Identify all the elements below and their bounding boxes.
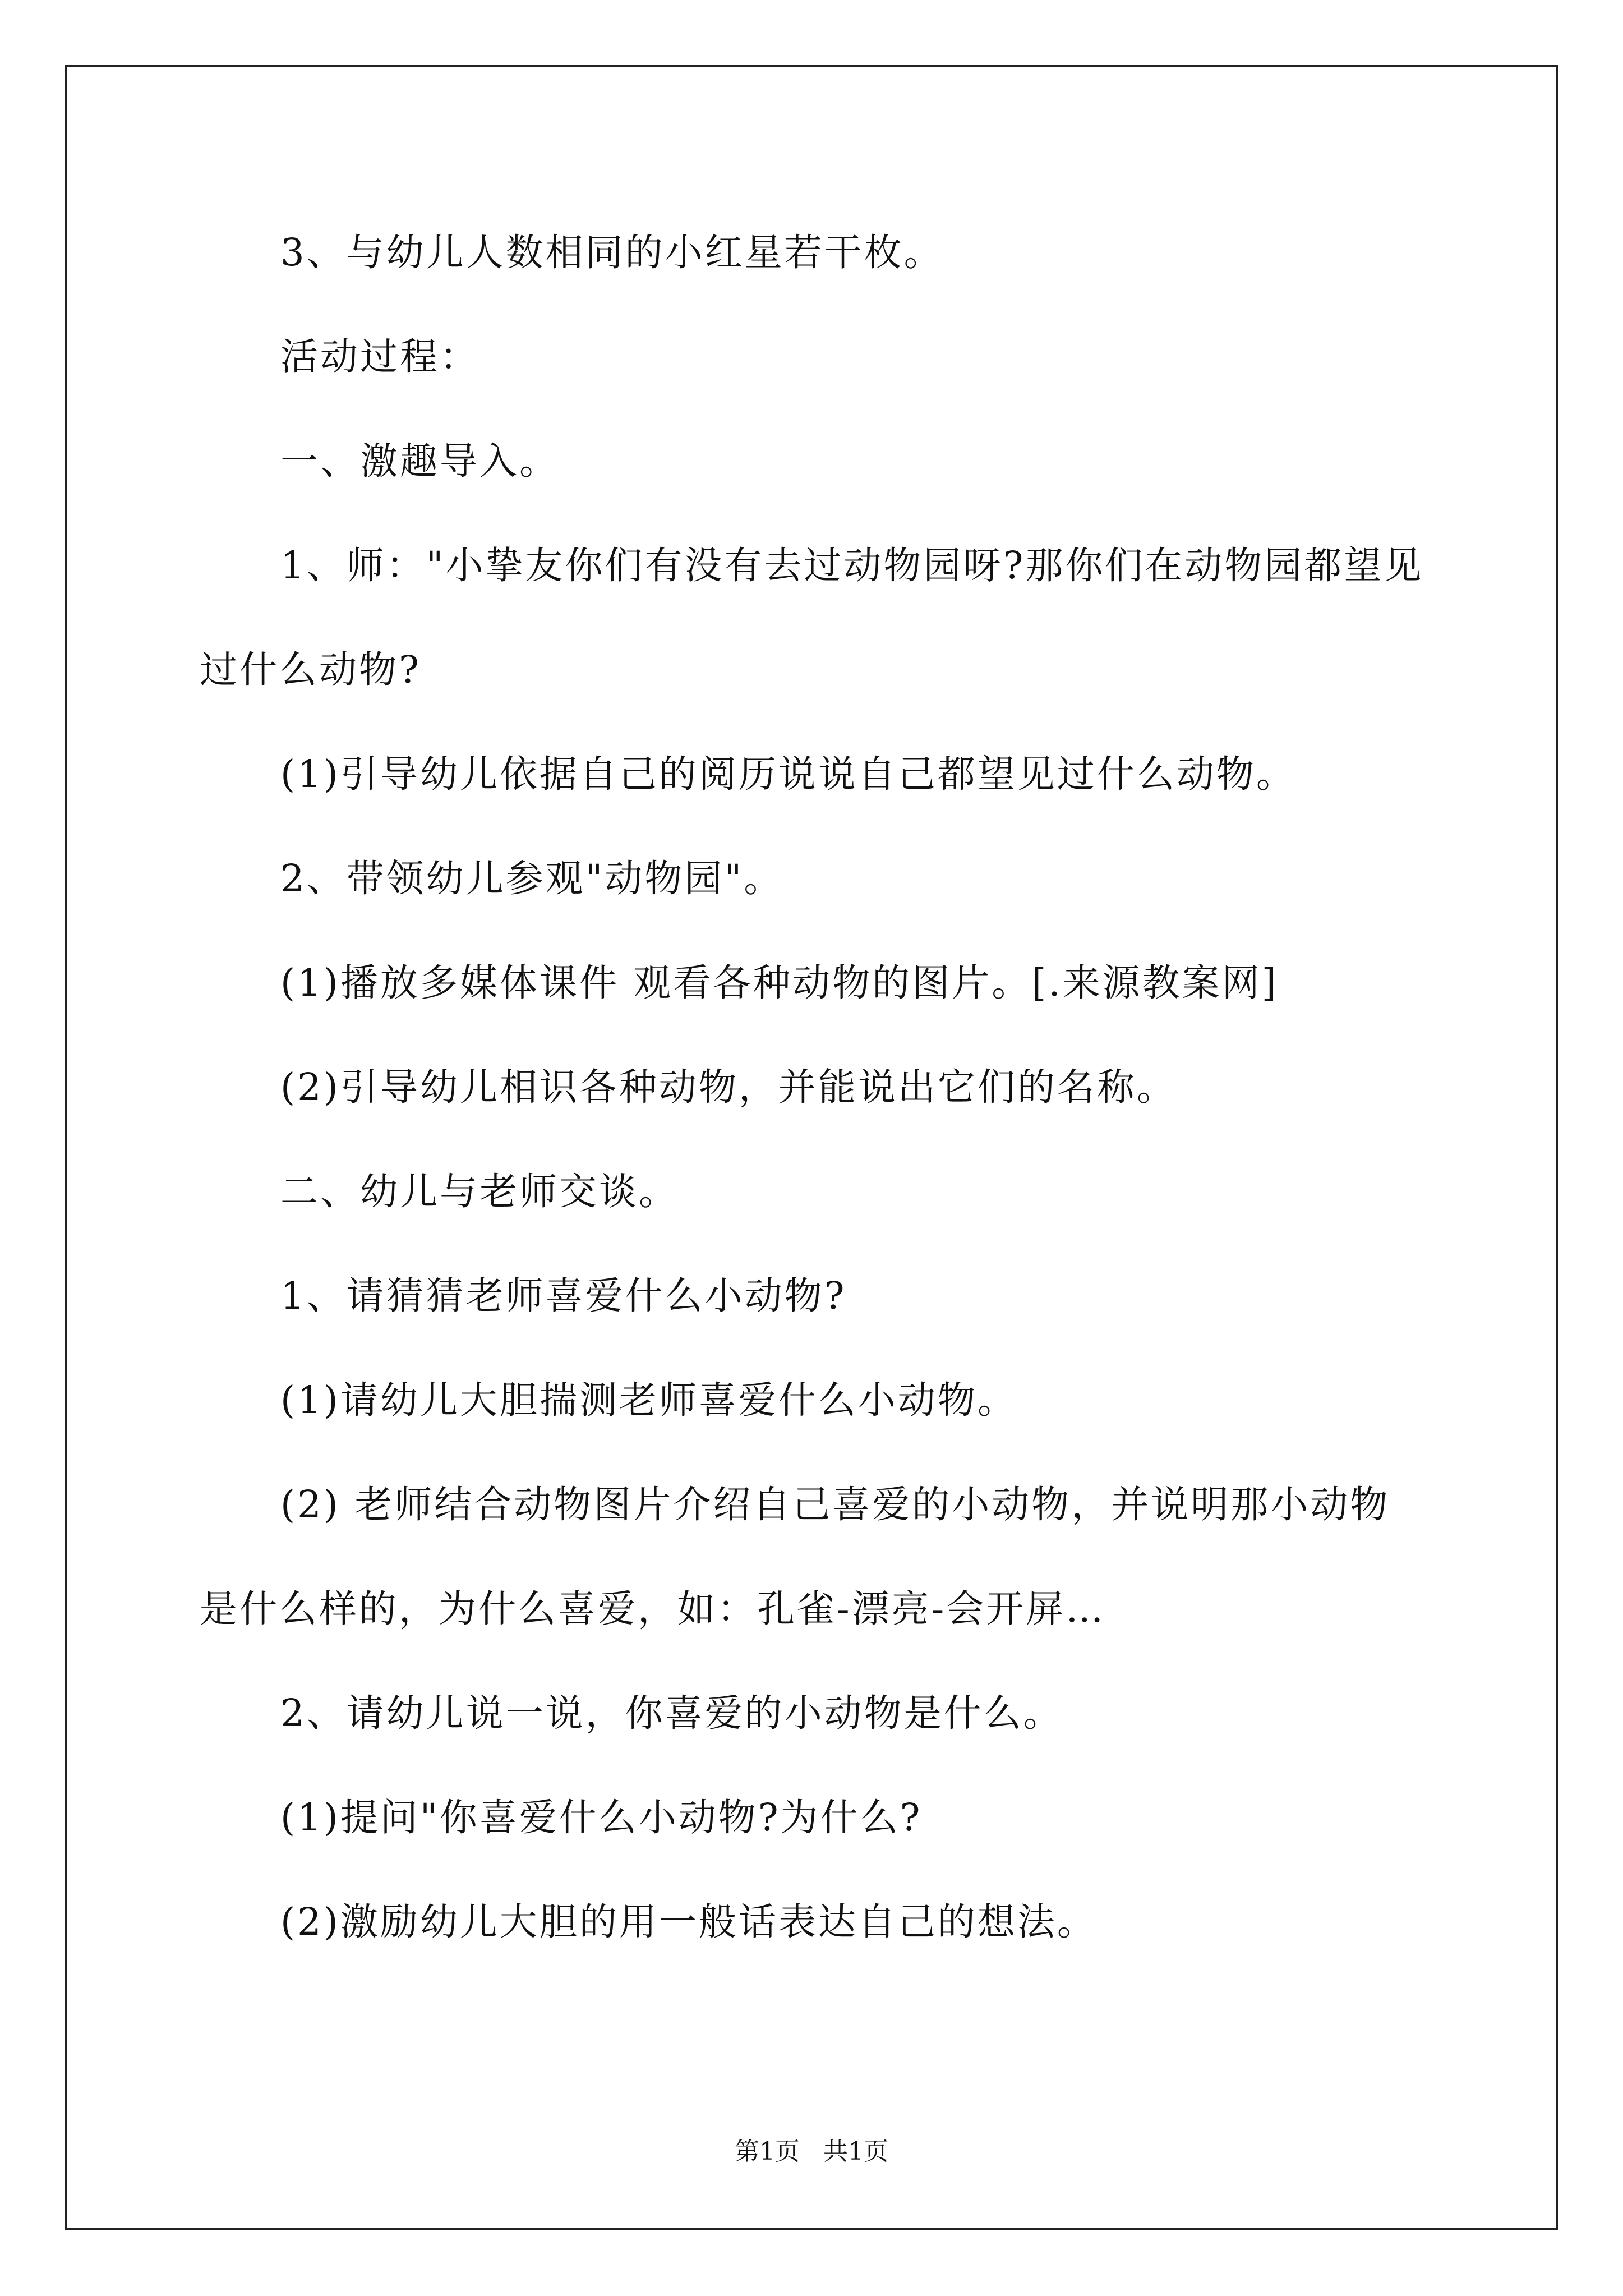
paragraph-line: 2、带领幼儿参观"动物园"。 [280, 857, 784, 900]
paragraph-line: 2、请幼儿说一说，你喜爱的小动物是什么。 [280, 1691, 1063, 1735]
paragraph-line: (2)引导幼儿相识各种动物，并能说出它们的名称。 [280, 1065, 1177, 1109]
paragraph-line: 1、请猜猜老师喜爱什么小动物? [280, 1274, 847, 1318]
paragraph-line: 活动过程： [280, 335, 479, 379]
paragraph-line: 3、与幼儿人数相同的小红星若干枚。 [280, 231, 944, 274]
paragraph-line: 1、师："小挚友你们有没有去过动物园呀?那你们在动物园都望见 [280, 544, 1424, 587]
paragraph-line: 是什么样的，为什么喜爱，如：孔雀-漂亮-会开屏… [200, 1587, 1106, 1631]
paragraph-line: (2) 老师结合动物图片介绍自己喜爱的小动物，并说明那小动物 [280, 1483, 1390, 1526]
page-number-footer: 第1页 共1页 [735, 2137, 888, 2166]
paragraph-line: 一、激趣导入。 [280, 439, 559, 483]
paragraph-line: (1)引导幼儿依据自己的阅历说说自己都望见过什么动物。 [280, 752, 1296, 796]
paragraph-line: 过什么动物? [200, 648, 421, 692]
paragraph-line: (1)播放多媒体课件 观看各种动物的图片。[.来源教案网] [280, 961, 1279, 1005]
paragraph-line: (1)提问"你喜爱什么小动物?为什么? [280, 1796, 923, 1839]
paragraph-line: (2)激励幼儿大胆的用一般话表达自己的想法。 [280, 1900, 1097, 1944]
paragraph-line: (1)请幼儿大胆揣测老师喜爱什么小动物。 [280, 1378, 1017, 1422]
paragraph-line: 二、幼儿与老师交谈。 [280, 1170, 679, 1213]
